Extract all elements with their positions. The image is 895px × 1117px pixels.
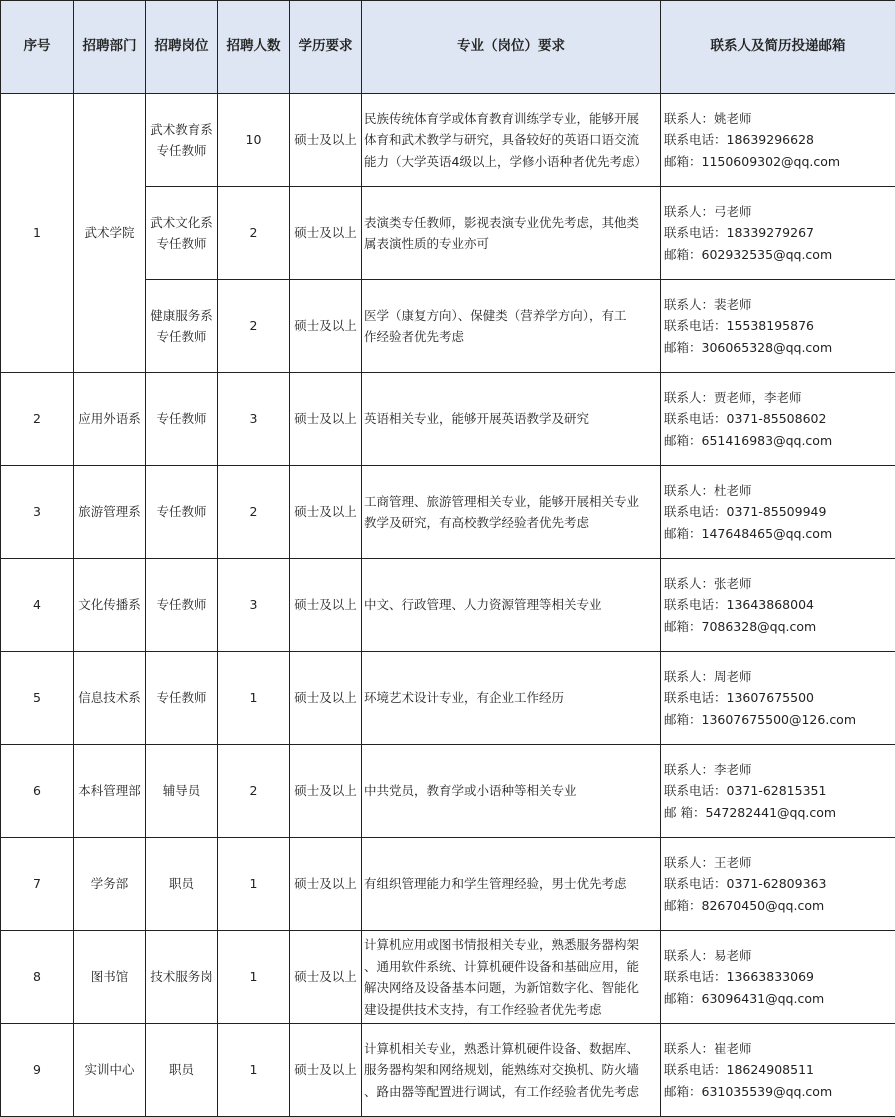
- position-line: 专任教师: [156, 143, 207, 158]
- position-line: 专任教师: [156, 504, 207, 520]
- contact-email: 邮箱：1150609302@qq.com: [664, 153, 841, 169]
- req-line: 作经验者优先考虑: [364, 329, 465, 344]
- position-line: 职员: [168, 876, 194, 892]
- cell-dept: 实训中心: [74, 1024, 146, 1117]
- cell-requirements: [362, 559, 661, 652]
- contact-person: 联系人：王老师: [664, 854, 752, 870]
- req-line: 有组织管理能力和学生管理经验，男士优先考虑: [364, 876, 627, 892]
- cell-education: 硕士及以上: [290, 466, 362, 559]
- contact-email: 邮箱：602932535@qq.com: [664, 246, 833, 262]
- cell-count: 2: [218, 187, 290, 280]
- table-row: [1, 466, 895, 559]
- cell-no: 9: [1, 1024, 74, 1117]
- contact-person: 联系人：崔老师: [664, 1040, 752, 1056]
- cell-position: [146, 94, 218, 187]
- cell-education: 硕士及以上: [290, 838, 362, 931]
- position-line: 辅导员: [162, 783, 201, 799]
- req-line: 建设提供技术支持，有工作经验者优先考虑: [364, 1001, 602, 1017]
- cell-no: 1: [1, 94, 74, 373]
- cell-count: 2: [218, 466, 290, 559]
- cell-dept: 本科管理部: [74, 745, 146, 838]
- position-line: 武术教育系: [150, 121, 213, 137]
- cell-position: [146, 373, 218, 466]
- position-line: 专任教师: [156, 690, 207, 706]
- contact-phone: 联系电话：0371-62815351: [664, 783, 827, 799]
- position-line: 专任教师: [156, 329, 207, 344]
- cell-contact: [661, 559, 895, 652]
- table-row: [1, 745, 895, 838]
- req-line: 英语相关专业，能够开展英语教学及研究: [364, 411, 590, 427]
- contact-email: 邮箱：651416983@qq.com: [664, 432, 833, 448]
- position-line: 技术服务岗: [150, 969, 213, 985]
- cell-requirements: [362, 94, 661, 187]
- req-line: 表演类专任教师，影视表演专业优先考虑，其他类: [364, 214, 640, 230]
- req-line: 、路由器等配置进行调试，有工作经验者优先考虑: [364, 1083, 640, 1099]
- cell-count: 2: [218, 280, 290, 373]
- contact-phone: 联系电话：0371-85508602: [664, 411, 827, 427]
- contact-email: 邮箱：63096431@qq.com: [664, 990, 825, 1006]
- contact-phone: 联系电话：13607675500: [664, 690, 814, 706]
- cell-requirements: [362, 280, 661, 373]
- cell-count: 1: [218, 652, 290, 745]
- cell-dept: 学务部: [74, 838, 146, 931]
- cell-count: 1: [218, 931, 290, 1024]
- req-line: 中文、行政管理、人力资源管理等相关专业: [364, 597, 602, 613]
- cell-requirements: [362, 1024, 661, 1117]
- table-row: [1, 838, 895, 931]
- table-row: [1, 94, 895, 187]
- table-row: [1, 931, 895, 1024]
- cell-requirements: [362, 373, 661, 466]
- cell-dept: 应用外语系: [74, 373, 146, 466]
- contact-person: 联系人：周老师: [664, 668, 752, 684]
- cell-dept: 图书馆: [74, 931, 146, 1024]
- contact-email: 邮箱：82670450@qq.com: [664, 897, 825, 913]
- contact-person: 联系人：贾老师，李老师: [664, 389, 802, 405]
- req-line: 计算机相关专业，熟悉计算机硬件设备、数据库、: [364, 1040, 640, 1056]
- contact-person: 联系人：姚老师: [664, 110, 752, 126]
- cell-education: 硕士及以上: [290, 1024, 362, 1117]
- req-line: 服务器构架和网络规划，能熟练对交换机、防火墙: [364, 1062, 640, 1078]
- contact-email: 邮 箱：547282441@qq.com: [664, 804, 837, 820]
- cell-education: 硕士及以上: [290, 931, 362, 1024]
- contact-phone: 联系电话：18624908511: [664, 1062, 814, 1078]
- req-line: 计算机应用或图书情报相关专业，熟悉服务器构架: [364, 937, 640, 952]
- cell-contact: [661, 652, 895, 745]
- cell-education: 硕士及以上: [290, 373, 362, 466]
- cell-contact: [661, 1024, 895, 1117]
- cell-requirements: [362, 652, 661, 745]
- contact-person: 联系人：杜老师: [664, 482, 752, 498]
- position-line: 武术文化系: [150, 214, 213, 230]
- cell-contact: [661, 94, 895, 187]
- cell-requirements: [362, 745, 661, 838]
- contact-email: 邮箱：7086328@qq.com: [664, 618, 817, 634]
- cell-no: 3: [1, 466, 74, 559]
- cell-count: 10: [218, 94, 290, 187]
- cell-dept: 信息技术系: [74, 652, 146, 745]
- req-line: 解决网络及设备基本问题，为新馆数字化、智能化: [364, 980, 640, 995]
- cell-contact: [661, 838, 895, 931]
- cell-no: 2: [1, 373, 74, 466]
- header-requirements: 专业（岗位）要求: [362, 1, 661, 94]
- cell-count: 3: [218, 559, 290, 652]
- contact-person: 联系人：易老师: [664, 947, 752, 963]
- req-line: 、通用软件系统、计算机硬件设备和基础应用，能: [364, 958, 640, 974]
- header-row: [1, 1, 895, 94]
- cell-position: [146, 1024, 218, 1117]
- cell-position: [146, 559, 218, 652]
- table-body: [1, 94, 895, 1117]
- header-contact: 联系人及简历投递邮箱: [661, 1, 895, 94]
- table-row: [1, 652, 895, 745]
- req-line: 医学（康复方向）、保健类（营养学方向），有工: [364, 307, 627, 323]
- table-row: [1, 1024, 895, 1117]
- cell-requirements: [362, 838, 661, 931]
- contact-phone: 联系电话：18339279267: [664, 225, 814, 241]
- contact-phone: 联系电话：0371-85509949: [664, 504, 827, 520]
- cell-contact: [661, 187, 895, 280]
- req-line: 工商管理、旅游管理相关专业，能够开展相关专业: [364, 493, 640, 509]
- position-line: 健康服务系: [150, 307, 213, 323]
- cell-position: [146, 838, 218, 931]
- contact-phone: 联系电话：18639296628: [664, 132, 814, 148]
- cell-no: 6: [1, 745, 74, 838]
- cell-contact: [661, 373, 895, 466]
- cell-count: 1: [218, 838, 290, 931]
- req-line: 中共党员，教育学或小语种等相关专业: [364, 783, 577, 799]
- cell-contact: [661, 466, 895, 559]
- header-no: 序号: [1, 1, 74, 94]
- cell-no: 4: [1, 559, 74, 652]
- contact-email: 邮箱：13607675500@126.com: [664, 711, 857, 727]
- cell-position: [146, 931, 218, 1024]
- req-line: 能力（大学英语4级以上，学修小语种者优先考虑）: [364, 153, 647, 169]
- contact-email: 邮箱：147648465@qq.com: [664, 525, 833, 541]
- contact-phone: 联系电话：0371-62809363: [664, 876, 827, 892]
- contact-person: 联系人：裴老师: [664, 296, 752, 312]
- cell-dept: 武术学院: [74, 94, 146, 373]
- position-line: 专任教师: [156, 411, 207, 427]
- table-row: [1, 559, 895, 652]
- req-line: 教学及研究，有高校教学经验者优先考虑: [364, 515, 590, 530]
- header-count: 招聘人数: [218, 1, 290, 94]
- cell-dept: 文化传播系: [74, 559, 146, 652]
- req-line: 环境艺术设计专业，有企业工作经历: [364, 690, 565, 706]
- req-line: 体育和武术教学与研究，具备较好的英语口语交流: [364, 132, 640, 148]
- cell-education: 硕士及以上: [290, 94, 362, 187]
- position-line: 专任教师: [156, 597, 207, 613]
- contact-phone: 联系电话：13643868004: [664, 597, 814, 613]
- cell-education: 硕士及以上: [290, 280, 362, 373]
- header-dept: 招聘部门: [74, 1, 146, 94]
- cell-requirements: [362, 466, 661, 559]
- contact-person: 联系人：张老师: [664, 575, 752, 591]
- cell-contact: [661, 280, 895, 373]
- contact-person: 联系人：弓老师: [664, 203, 752, 219]
- header-education: 学历要求: [290, 1, 362, 94]
- cell-no: 5: [1, 652, 74, 745]
- contact-email: 邮箱：631035539@qq.com: [664, 1083, 833, 1099]
- cell-position: [146, 652, 218, 745]
- cell-position: [146, 280, 218, 373]
- req-line: 属表演性质的专业亦可: [364, 236, 490, 251]
- cell-education: 硕士及以上: [290, 745, 362, 838]
- cell-requirements: [362, 187, 661, 280]
- req-line: 民族传统体育学或体育教育训练学专业，能够开展: [364, 110, 640, 126]
- cell-position: [146, 187, 218, 280]
- cell-count: 3: [218, 373, 290, 466]
- contact-email: 邮箱：306065328@qq.com: [664, 339, 833, 355]
- contact-person: 联系人：李老师: [664, 761, 752, 777]
- cell-count: 2: [218, 745, 290, 838]
- cell-position: [146, 466, 218, 559]
- cell-contact: [661, 745, 895, 838]
- contact-phone: 联系电话：13663833069: [664, 969, 814, 985]
- position-line: 专任教师: [156, 236, 207, 251]
- cell-education: 硕士及以上: [290, 559, 362, 652]
- header-position: 招聘岗位: [146, 1, 218, 94]
- cell-contact: [661, 931, 895, 1024]
- cell-no: 7: [1, 838, 74, 931]
- cell-count: 1: [218, 1024, 290, 1117]
- cell-education: 硕士及以上: [290, 187, 362, 280]
- contact-phone: 联系电话：15538195876: [664, 318, 814, 334]
- cell-position: [146, 745, 218, 838]
- cell-no: 8: [1, 931, 74, 1024]
- table-row: [1, 373, 895, 466]
- cell-education: 硕士及以上: [290, 652, 362, 745]
- cell-dept: 旅游管理系: [74, 466, 146, 559]
- cell-requirements: [362, 931, 661, 1024]
- position-line: 职员: [168, 1062, 194, 1078]
